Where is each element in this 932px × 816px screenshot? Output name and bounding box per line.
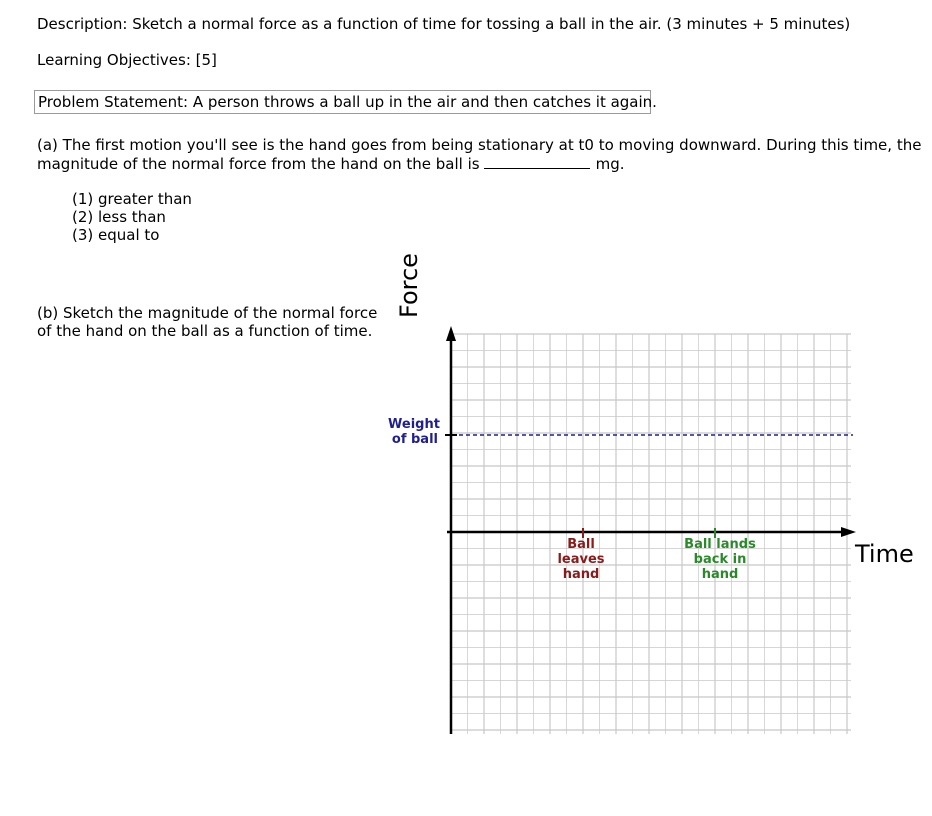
- option-greater-than[interactable]: (1) greater than: [72, 190, 192, 208]
- leaves-line2: leaves: [557, 552, 605, 567]
- force-axis-label: [395, 238, 423, 318]
- x-axis-arrow: [841, 527, 856, 537]
- weight-label-line2: of ball: [391, 432, 438, 447]
- part-a-line2-unit: mg.: [595, 155, 625, 173]
- learning-objectives-text: Learning Objectives: [5]: [37, 51, 217, 69]
- leaves-line1: Ball: [567, 537, 595, 552]
- option-equal-to[interactable]: (3) equal to: [72, 226, 160, 244]
- ball-lands-back-label: [683, 537, 757, 582]
- force-axis-text: Force: [395, 253, 423, 318]
- part-a-question-line1: (a) The first motion you'll see is the hand goes from being stationary at t0 to moving downward. During this time, the: [37, 136, 922, 154]
- lands-line2: back in: [693, 552, 747, 567]
- lands-line3: hand: [701, 567, 739, 582]
- weight-label-line1: Weight: [388, 417, 440, 432]
- description-text: Description: Sketch a normal force as a function of time for tossing a ball in the air. (3 minutes + 5 minutes): [37, 15, 851, 33]
- problem-statement-text: Problem Statement: A person throws a ball up in the air and then catches it again.: [38, 93, 657, 111]
- time-axis-label: Time: [855, 540, 914, 568]
- option-less-than[interactable]: (2) less than: [72, 208, 166, 226]
- leaves-line3: hand: [562, 567, 600, 582]
- weight-of-ball-label: [388, 417, 438, 447]
- lands-line1: Ball lands: [684, 537, 756, 552]
- ball-leaves-hand-label: [551, 537, 611, 582]
- graph-grid: [451, 334, 851, 734]
- part-b-line1: (b) Sketch the magnitude of the normal force: [37, 304, 378, 322]
- part-b-line2: of the hand on the ball as a function of time.: [37, 322, 373, 340]
- part-a-line2-text: magnitude of the normal force from the hand on the ball is: [37, 155, 480, 173]
